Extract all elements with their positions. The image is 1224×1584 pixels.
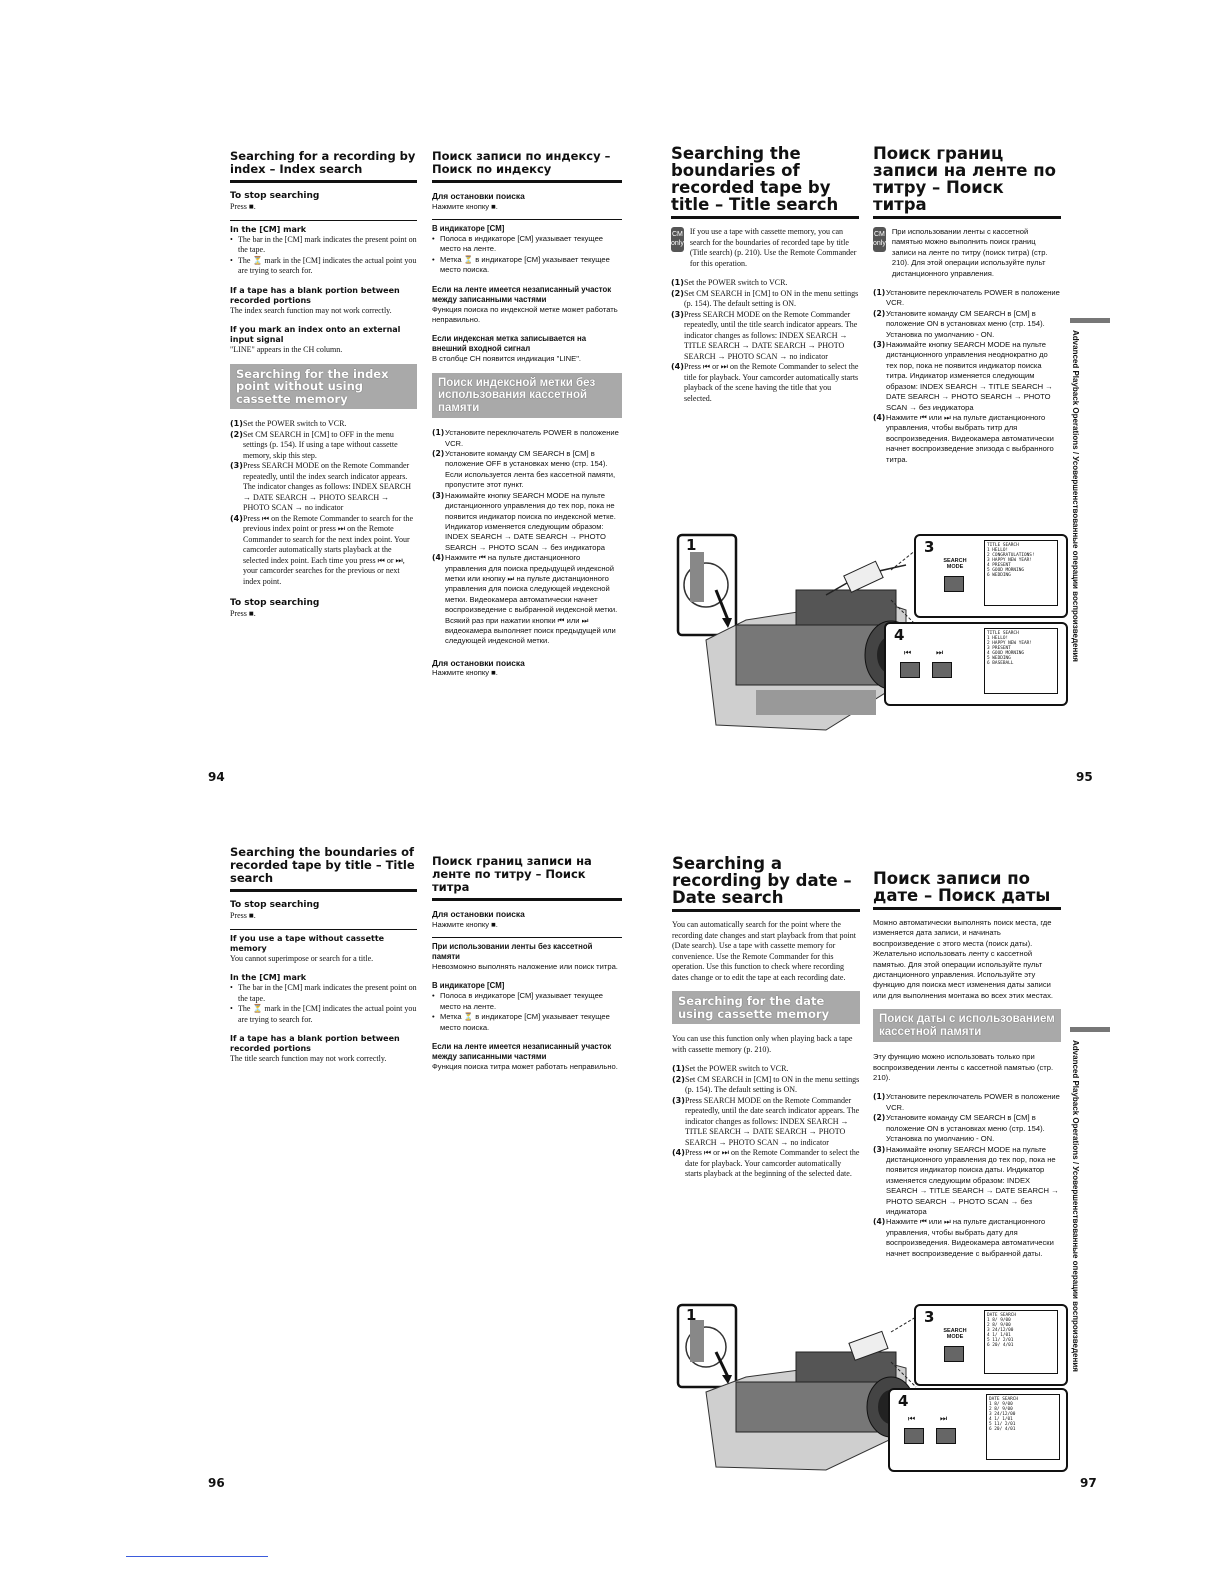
page-number-94: 94: [208, 770, 225, 784]
step4-panel: [888, 1388, 1068, 1472]
screen-line: 4 1/ 1/01: [989, 1417, 1013, 1422]
page-number-97: 97: [1080, 1476, 1097, 1490]
step-3-label: 3: [924, 1308, 935, 1326]
screen-line: 4 PRESENT: [987, 563, 1011, 568]
p94-en-stop2-heading: To stop searching: [230, 598, 320, 608]
step-1-label: 1: [686, 1306, 697, 1324]
step-item: (4) Press ⏮ on the Remote Commander to search for the previous index point or press ⏭ on the Remote Commander to search for the next index point. Your camcorder automatically starts playback at the selected index point. Each time you press ⏮ or ⏭, your camcorder searches for the previous or next index point.: [230, 513, 414, 586]
step-3-label: 3: [924, 538, 935, 556]
screen-title: DATE SEARCH: [987, 1313, 1017, 1318]
search-mode-label: SEARCH MODE: [943, 558, 967, 570]
p97-en-intro: You can automatically search for the point where the recording date changes and start playback from that point (Date search). Use a tape with cassette memory for convenience. Use the Remote Commander for this operation. Use this function to check where recording dates change or to edit the tape at each recording date.: [672, 920, 856, 982]
step-item: (2) Set CM SEARCH in [CM] to ON in the menu settings (p. 154). The default setting is ON.: [671, 288, 859, 308]
screen-line: 5 GOOD MORNING: [987, 568, 1025, 573]
screen-line: 3 24/12/00: [989, 1412, 1016, 1417]
screen-line: 2 CONGRATULATIONS!: [987, 553, 1035, 558]
step-item: (4) Press ⏮ or ⏭ on the Remote Commander to select the title for playback. Your camcorder automatically starts playback of the scene having the title that you selected.: [671, 362, 859, 403]
rewind-icon: ⏮: [908, 1414, 916, 1423]
p94-en-ext-text: "LINE" appears in the CH column.: [230, 345, 343, 354]
p96-en-column: [230, 846, 417, 1065]
p94-ru-blank-heading: Если на ленте имеется незаписанный участок между записанными частями: [432, 284, 612, 304]
p94-ru-stop2-heading: Для остановки поиска: [432, 657, 525, 668]
screen-line: 1 HELLO!: [987, 636, 1009, 641]
step-4-label: 4: [894, 626, 905, 644]
step-item: (1) Set the POWER switch to VCR.: [671, 278, 788, 287]
p97-en-steps: [672, 1064, 860, 1180]
divider: [432, 219, 622, 220]
divider: [230, 220, 417, 221]
p94-ru-title: Поиск записи по индексу – Поиск по индексу: [432, 150, 622, 183]
page-number-95: 95: [1076, 770, 1093, 784]
screen-line: 4 GOOD MORNING: [987, 651, 1025, 656]
step-item: (4) Нажмите ⏮ или ⏭ на пульте дистанционного управления, чтобы выбрать титр для воспроизведения. Видеокамера автоматически начнет воспроизведение эпизода с выбранного титра.: [873, 412, 1054, 464]
step-item: (1) Установите переключатель POWER в положение VCR.: [873, 1092, 1060, 1112]
p94-en-blank-heading: If a tape has a blank portion between recorded portions: [230, 285, 400, 305]
p96-en-stop-heading: To stop searching: [230, 900, 320, 910]
screen-line: 6 20/ 4/01: [987, 1343, 1014, 1348]
next-button[interactable]: [932, 662, 952, 678]
p94-ru-stop-text: Нажмите кнопку ■.: [432, 201, 498, 211]
step-item: (3) Нажимайте кнопку SEARCH MODE на пульте дистанционного управления до тех пор, пока не появится индикатор поиска даты. Индикатор изменяется следующим образом: INDEX SEARCH → TITLE SEARCH → DATE SEARCH → PHOTO SEARCH → PHOTO SCAN → без индикатора: [873, 1144, 1059, 1216]
step-item: (3) Press SEARCH MODE on the Remote Commander repeatedly, until the title search indicator appears. The indicator changes as follows: INDEX SEARCH → TITLE SEARCH → DATE SEARCH → PHOTO SEARCH → PHOTO SCAN → no indicator: [671, 309, 858, 361]
p94-en-stop-heading: To stop searching: [230, 191, 320, 201]
p96-ru-nocm-heading: При использовании ленты без кассетной памяти: [432, 941, 593, 961]
step-item: (1) Установите переключатель POWER в положение VCR.: [873, 288, 1060, 308]
screen-line: 5 11/ 2/01: [987, 1338, 1014, 1343]
step4-panel: [884, 622, 1068, 706]
screen-line: 5 WEDDING: [987, 656, 1011, 661]
step-item: (1) Set the POWER switch to VCR.: [672, 1064, 789, 1073]
p94-ru-ext-heading: Если индексная метка записывается на внешний входной сигнал: [432, 334, 587, 354]
step-item: (3) Press SEARCH MODE on the Remote Commander repeatedly, until the date search indicator appears. The indicator changes as follows: INDEX SEARCH → TITLE SEARCH → DATE SEARCH → PHOTO SEARCH → PHOTO SCAN → no indicator: [672, 1095, 860, 1147]
step-item: (4) Нажмите ⏮ на пульте дистанционного управления для поиска предыдущей индексной метки или кнопку ⏭ на пульте дистанционного управления для поиска следующей индексной метки. Видеокамера автоматически начнет воспроизведение с выбранной индексной метки. Всякий раз при нажатии кнопки ⏮ или ⏭ видеокамера выполняет поиск предыдущей или следующей индексной метки.: [432, 553, 618, 646]
step-item: (2) Установите команду CM SEARCH в [CM] в положение ON в установках меню (стр. 154). Установка по умолчанию - ON.: [873, 308, 1045, 339]
step-1-label: 1: [686, 536, 697, 554]
p96-en-bullets: [230, 983, 417, 1025]
step-item: (1) Установите переключатель POWER в положение VCR.: [432, 428, 619, 448]
divider: [432, 937, 622, 938]
p94-ru-section-box: Поиск индексной метки без использования кассетной памяти: [432, 373, 622, 419]
page-number-96: 96: [208, 1476, 225, 1490]
p95-ru-column: [873, 145, 1061, 465]
screen-line: 2 8/ 9/00: [989, 1407, 1013, 1412]
p96-ru-column: [432, 855, 622, 1072]
step-item: (3) Нажимайте кнопку SEARCH MODE на пульте дистанционного управления неоднократно до тех пор, пока не появится индикатор поиска титра. Индикатор изменяется следующим образом: INDEX SEARCH → TITLE SEARCH → DATE SEARCH → PHOTO SEARCH → PHOTO SCAN → без индикатора: [873, 340, 1053, 412]
p96-ru-stop-text: Нажмите кнопку ■.: [432, 919, 498, 929]
p94-ru-blank-text: Функция поиска по индексной метке может работать неправильно.: [432, 304, 618, 324]
title-search-screen: [984, 540, 1058, 606]
title-search-screen: [984, 628, 1058, 694]
list-item: • Метка ⏳ в индикаторе [CM] указывает текущее место поиска.: [432, 255, 622, 276]
p94-en-ext-heading: If you mark an index onto an external input signal: [230, 325, 401, 344]
screen-line: 6 WEDDING: [987, 573, 1011, 578]
step-item: (3) Нажимайте кнопку SEARCH MODE на пульте дистанционного управления до тех пор, пока не появится индикатор поиска по индексной метке. Индикатор изменяется следующим образом: INDEX SEARCH → DATE SEARCH → PHOTO SEARCH → PHOTO SCAN → без индикатора: [432, 490, 616, 552]
p96-ru-mark-heading: В индикаторе [CM]: [432, 981, 505, 991]
list-item: • The ⏳ mark in the [CM] indicates the actual point you are trying to search for.: [230, 1004, 417, 1025]
divider: [230, 929, 417, 930]
p97-ru-box-text: Эту функцию можно использовать только при воспроизведении ленты с кассетной памятью (стр. 210).: [873, 1052, 1054, 1083]
p96-en-blank-heading: If a tape has a blank portion between recorded portions: [230, 1034, 400, 1053]
step-item: (2) Установите команду CM SEARCH в [CM] в положение ON в установках меню (стр. 154). Установка по умолчанию - ON.: [873, 1113, 1045, 1144]
screen-title: DATE SEARCH: [989, 1397, 1019, 1402]
p95-ru-intro: При использовании ленты с кассетной памятью можно выполнить поиск границ записи на ленте по титру (поиск титра) (стр. 210). Для этой операции используйте пульт дистанционного управления.: [891, 227, 1048, 278]
p97-ru-steps: [873, 1092, 1061, 1259]
p95-en-column: [671, 145, 859, 404]
p95-camcorder-illustration: [676, 530, 1066, 765]
screen-line: 6 BASEBALL: [987, 661, 1014, 666]
p97-en-column: [672, 855, 860, 1180]
p95-en-intro: If you use a tape with cassette memory, you can search for the boundaries of recorded tape by title (Title search) (p. 210). Use the Remote Commander for this operation.: [689, 227, 857, 268]
screen-line: 1 8/ 9/00: [989, 1402, 1013, 1407]
p96-en-stop-text: Press ■.: [230, 911, 256, 920]
p94-ru-ext-text: В столбце CH появится индикация "LINE".: [432, 354, 582, 364]
step-4-label: 4: [898, 1392, 909, 1410]
screen-title: TITLE SEARCH: [987, 631, 1019, 636]
prev-button[interactable]: [904, 1428, 924, 1444]
p95-ru-steps: [873, 288, 1061, 465]
step3-panel: [914, 1304, 1068, 1386]
p96-ru-blank-text: Функция поиска титра может работать неправильно.: [432, 1061, 618, 1071]
p96-en-mark-heading: In the [CM] mark: [230, 973, 307, 982]
p96-ru-title: Поиск границ записи на ленте по титру – Поиск титра: [432, 855, 622, 901]
p95-sidebar-label: Advanced Playback Operations / Усовершенствованные операции воспроизведения: [1071, 330, 1080, 662]
p96-en-title: Searching the boundaries of recorded tape by title – Title search: [230, 846, 417, 892]
p94-en-column: [230, 150, 417, 620]
p96-ru-bullets: [432, 991, 622, 1033]
p94-ru-stop2-text: Нажмите кнопку ■.: [432, 668, 498, 678]
list-item: • The bar in the [CM] mark indicates the present point on the tape.: [230, 983, 417, 1004]
p96-en-blank-text: The title search function may not work correctly.: [230, 1054, 387, 1063]
search-mode-button[interactable]: [944, 576, 964, 592]
p97-camcorder-illustration: [676, 1302, 1066, 1472]
step-item: (2) Set CM SEARCH in [CM] to ON in the menu settings (p. 154). The default setting is ON.: [672, 1074, 860, 1094]
screen-line: 1 8/ 9/00: [987, 1318, 1011, 1323]
p97-en-title: Searching a recording by date – Date search: [672, 855, 860, 912]
screen-line: 3 PRESENT: [987, 646, 1011, 651]
p96-en-nocm-text: You cannot superimpose or search for a title.: [230, 953, 374, 963]
step-item: (3) Press SEARCH MODE on the Remote Commander repeatedly, until the index search indicator appears. The indicator changes as follows: INDEX SEARCH → DATE SEARCH → PHOTO SEARCH → PHOTO SCAN → no indicator: [230, 461, 411, 512]
date-search-screen: [986, 1394, 1060, 1460]
step-item: (2) Установите команду CM SEARCH в [CM] в положение OFF в установках меню (стр. 154). Если используется лента без кассетной памяти, пропустите этот пункт.: [432, 449, 616, 490]
screen-line: 3 24/12/00: [987, 1328, 1014, 1333]
p94-en-mark-heading: In the [CM] mark: [230, 224, 307, 234]
p95-ru-title: Поиск границ записи на ленте по титру – Поиск титра: [873, 145, 1061, 219]
p94-en-stop2-text: Press ■.: [230, 609, 256, 618]
p96-ru-stop-heading: Для остановки поиска: [432, 909, 525, 919]
footer-rule: [126, 1556, 268, 1557]
p97-en-box-text: You can use this function only when playing back a tape with cassette memory (p. 210).: [672, 1034, 853, 1054]
cm-only-icon: CM only: [873, 227, 886, 252]
p96-en-nocm-heading: If you use a tape without cassette memory: [230, 933, 385, 953]
screen-line: 1 HELLO!: [987, 548, 1009, 553]
list-item: • Метка ⏳ в индикаторе [CM] указывает текущее место поиска.: [432, 1012, 622, 1033]
p97-sidebar-label: Advanced Playback Operations / Усовершенствованные операции воспроизведения: [1071, 1040, 1080, 1372]
forward-icon: ⏭: [936, 648, 944, 657]
p94-ru-mark-heading: В индикаторе [CM]: [432, 223, 505, 233]
screen-title: TITLE SEARCH: [987, 543, 1019, 548]
cm-only-icon: CM only: [671, 227, 684, 252]
p94-en-section-box: Searching for the index point without using cassette memory: [230, 364, 417, 410]
p94-ru-steps: [432, 428, 622, 647]
p94-ru-column: [432, 150, 622, 679]
p95-en-title: Searching the boundaries of recorded tape by title – Title search: [671, 145, 859, 219]
list-item: • The ⏳ mark in the [CM] indicates the actual point you are trying to search for.: [230, 256, 417, 277]
screen-line: 5 11/ 2/01: [989, 1422, 1016, 1427]
step-item: (1) Set the POWER switch to VCR.: [230, 419, 347, 428]
list-item: • The bar in the [CM] mark indicates the present point on the tape.: [230, 235, 417, 256]
p94-en-stop-text: Press ■.: [230, 202, 256, 211]
list-item: • Полоса в индикаторе [CM] указывает текущее место на ленте.: [432, 234, 622, 255]
prev-button[interactable]: [900, 662, 920, 678]
search-mode-label: SEARCH MODE: [943, 1328, 967, 1340]
screen-line: 2 8/ 9/00: [987, 1323, 1011, 1328]
p94-en-blank-text: The index search function may not work correctly.: [230, 305, 392, 315]
p97-ru-column: [873, 870, 1061, 1259]
p97-ru-intro: Можно автоматически выполнять поиск места, где изменяется дата записи, и начинать воспроизведение с этого места (поиск даты). Желательно использовать ленту с кассетной памятью. Для этой операции используйте пульт дистанционного управления. Используйте эту функцию для поиска мест изменения даты записи или для выполнения монтажа во всех этих местах.: [873, 918, 1054, 1000]
p96-ru-nocm-text: Невозможно выполнять наложение или поиск титра.: [432, 961, 618, 971]
step-item: (2) Set CM SEARCH in [CM] to OFF in the menu settings (p. 154). If using a tape without cassette memory, skip this step.: [230, 429, 398, 460]
screen-line: 4 1/ 1/01: [987, 1333, 1011, 1338]
p94-ru-bullets: [432, 234, 622, 276]
step3-panel: [914, 534, 1068, 618]
p94-en-bullets: [230, 235, 417, 277]
p94-en-title: Searching for a recording by index – Index search: [230, 150, 417, 183]
step-item: (4) Press ⏮ or ⏭ on the Remote Commander to select the date for playback. Your camcorder automatically starts playback at the beginning of the selected date.: [672, 1148, 860, 1178]
screen-line: 2 HAPPY NEW YEAR!: [987, 641, 1032, 646]
forward-icon: ⏭: [940, 1414, 948, 1423]
list-item: • Полоса в индикаторе [CM] указывает текущее место на ленте.: [432, 991, 622, 1012]
section-tab-marker: [1070, 1027, 1110, 1032]
p97-ru-title: Поиск записи по дате – Поиск даты: [873, 870, 1061, 910]
p94-ru-stop-heading: Для остановки поиска: [432, 191, 525, 201]
p97-en-section-box: Searching for the date using cassette memory: [672, 991, 860, 1024]
p97-ru-section-box: Поиск даты с использованием кассетной памяти: [873, 1009, 1061, 1042]
section-tab-marker: [1070, 318, 1110, 323]
date-search-screen: [984, 1310, 1058, 1374]
search-mode-button[interactable]: [944, 1346, 964, 1362]
screen-line: 6 20/ 4/01: [989, 1427, 1016, 1432]
p94-en-steps: [230, 419, 417, 587]
p96-ru-blank-heading: Если на ленте имеется незаписанный участок между записанными частями: [432, 1041, 612, 1061]
p95-en-steps: [671, 278, 859, 404]
step-item: (4) Нажмите ⏮ или ⏭ на пульте дистанционного управления, чтобы выбрать дату для воспроизведения. Видеокамера автоматически начнет воспроизведение с выбранной даты.: [873, 1217, 1054, 1258]
screen-line: 3 HAPPY NEW YEAR!: [987, 558, 1032, 563]
next-button[interactable]: [936, 1428, 956, 1444]
rewind-icon: ⏮: [904, 648, 912, 657]
